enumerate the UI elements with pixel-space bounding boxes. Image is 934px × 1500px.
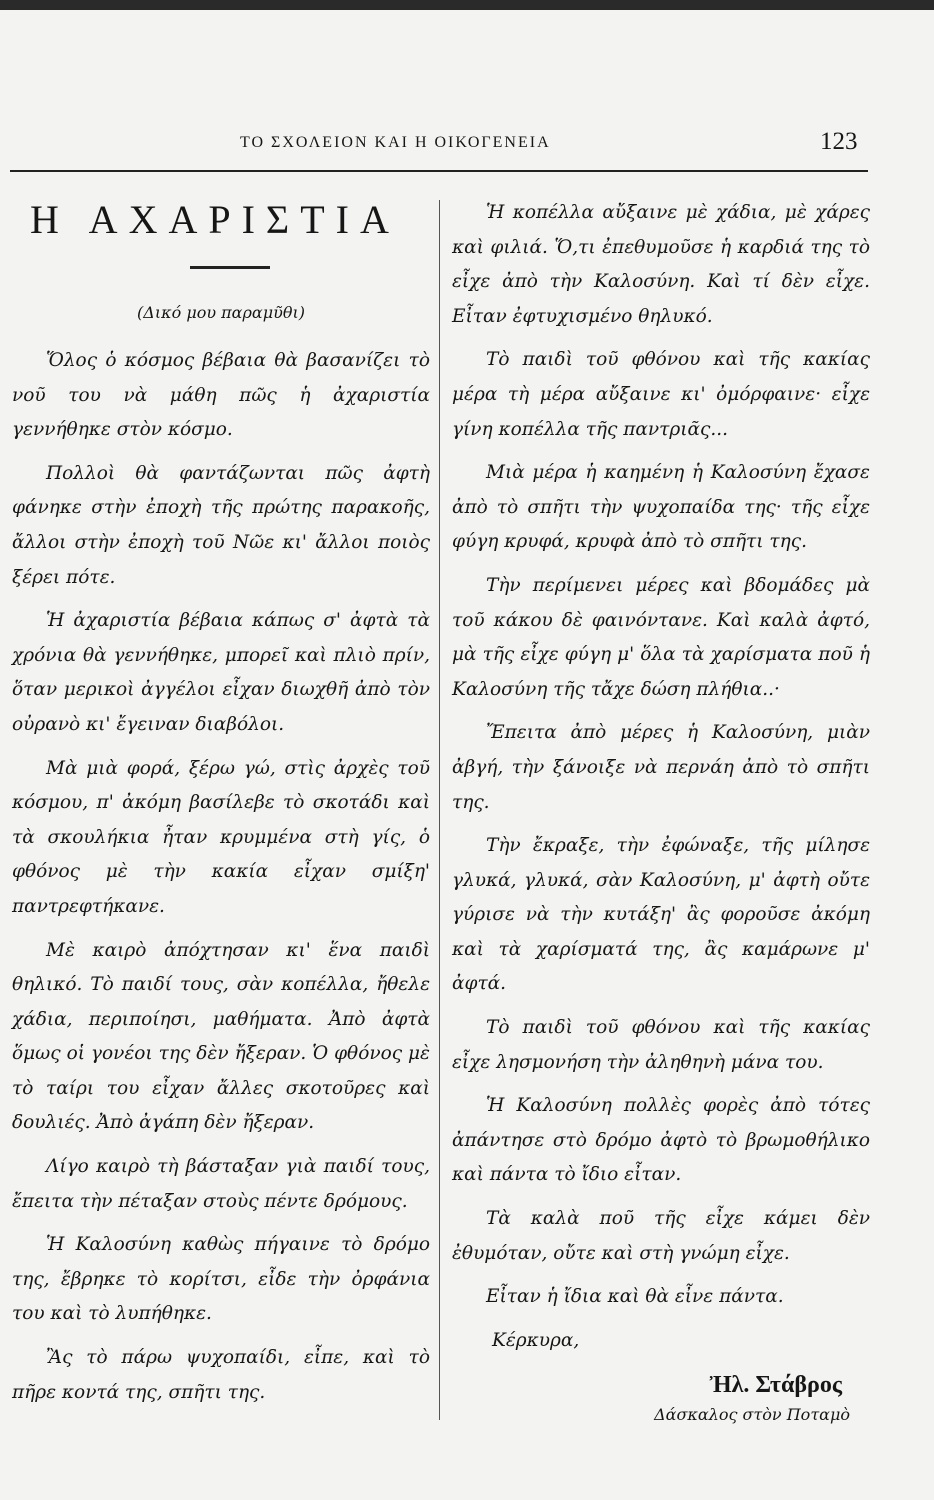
paragraph: Εἶταν ἡ ἴδια καὶ θὰ εἶνε πάντα. — [486, 1286, 784, 1308]
article-subtitle: (Δικό μου παραμῦθι) — [137, 303, 305, 322]
article-title: Η ΑΧΑΡΙΣΤΙΑ — [30, 197, 400, 242]
paragraph: Μὰ μιὰ φορά, ξέρω γώ, στὶς ἀρχὲς τοῦ κόσμου, π' ἀκόμη βασίλεβε τὸ σκοτάδι καὶ τὰ σκουλήκια ἦταν κρυμμένα στὴ γίς, ὁ φθόνος μὲ τὴν κακία εἶχαν σμίξη' παντρεφτήκανε. — [12, 757, 430, 917]
paragraph: Ἡ ἀχαριστία βέβαια κάπως σ' ἀφτὰ τὰ χρόνια θὰ γεννήθηκε, μπορεῖ καὶ πλιὸ πρίν, ὅταν μερικοὶ ἀγγέλοι εἶχαν διωχθῆ ἀπὸ τὸν οὐρανὸ κι' ἔγειναν διαβόλοι. — [12, 610, 430, 735]
paragraph: Ὅλος ὁ κόσμος βέβαια θὰ βασανίζει τὸ νοῦ του νὰ μάθη πῶς ἡ ἀχαριστία γεννήθηκε στὸν κόσμο. — [12, 350, 430, 441]
top-edge-band — [0, 0, 934, 10]
paragraph: Ἔπειτα ἀπὸ μέρες ἡ Καλοσύνη, μιὰν ἀβγή, τὴν ξάνοιξε νὰ περνάη ἀπὸ τὸ σπῆτι της. — [452, 722, 870, 813]
author-name: Ἠλ. Στάβρος — [709, 1372, 842, 1399]
paragraph: Ἂς τὸ πάρω ψυχοπαίδι, εἶπε, καὶ τὸ πῆρε κοντά της, σπῆτι της. — [12, 1347, 430, 1403]
paragraph: Ἡ Καλοσύνη καθὼς πήγαινε τὸ δρόμο της, ἔβρηκε τὸ κορίτσι, εἶδε τὴν ὀρφάνια του καὶ τὸ λυπήθηκε. — [12, 1234, 430, 1325]
paragraph: Τὴν περίμενει μέρες καὶ βδομάδες μὰ τοῦ κάκου δὲ φαινόντανε. Καὶ καλὰ ἀφτό, μὰ τῆς εἶχε φύγη μ' ὅλα τὰ χαρίσματα ποῦ ἡ Καλοσύνη τῆς τἄχε δώση πλήθια..· — [452, 574, 870, 700]
paragraph: Ἡ κοπέλλα αὔξαινε μὲ χάδια, μὲ χάρες καὶ φιλιά. Ὅ,τι ἐπεθυμοῦσε ἡ καρδιά της τὸ εἶχε ἀπὸ τὴν Καλοσύνη. Καὶ τί δὲν εἶχε. Εἶταν ἐφτυχισμένο θηλυκό. — [452, 202, 870, 327]
paragraph: Ἡ Καλοσύνη πολλὲς φορὲς ἀπὸ τότες ἀπάντησε στὸ δρόμο ἀφτὸ τὸ βρωμοθήλικο καὶ πάντα τὸ ἴδιο εἶταν. — [452, 1095, 870, 1186]
page-number: 123 — [820, 128, 858, 155]
title-rule — [190, 266, 270, 269]
right-column — [452, 196, 870, 1424]
header-rule — [10, 170, 868, 172]
author-role: Δάσκαλος στὸν Ποταμὸ — [654, 1405, 850, 1425]
paragraph: Τὰ καλὰ ποῦ τῆς εἶχε κάμει δὲν ἐθυμόταν, οὔτε καὶ στὴ γνώμη εἶχε. — [452, 1208, 870, 1264]
paragraph: Τὴν ἔκραξε, τὴν ἐφώναξε, τῆς μίλησε γλυκά, γλυκά, σὰν Καλοσύνη, μ' ἀφτὴ οὔτε γύρισε νὰ τὴν κυτάξη' ἂς φοροῦσε ἀκόμη καὶ τὰ χαρίσματά της, ἂς καμάρωνε μ' ἀφτά. — [452, 835, 870, 995]
left-column — [12, 196, 430, 1419]
running-title: ΤΟ ΣΧΟΛΕΙΟΝ ΚΑΙ Η ΟΙΚΟΓΕΝΕΙΑ — [240, 134, 551, 151]
paragraph: Μὲ καιρὸ ἀπόχτησαν κι' ἕνα παιδὶ θηλικό. Τὸ παιδί τους, σὰν κοπέλλα, ἤθελε χάδια, περιποίησι, μαθήματα. Ἀπὸ ἀφτὰ ὅμως οἱ γονέοι της δὲν ἤξεραν. Ὁ φθόνος μὲ τὸ ταίρι του εἶχαν ἄλλες σκοτοῦρες καὶ δουλιές. Ἀπὸ ἀγάπη δὲν ἤξεραν. — [12, 939, 430, 1134]
column-divider — [439, 200, 440, 1420]
paragraph: Μιὰ μέρα ἡ καημένη ἡ Καλοσύνη ἔχασε ἀπὸ τὸ σπῆτι τὴν ψυχοπαίδα της· τῆς εἶχε φύγη κρυφά, κρυφὰ ἀπὸ τὸ σπῆτι της. — [452, 462, 870, 553]
place-line: Κέρκυρα, — [492, 1329, 580, 1351]
page-header — [0, 128, 934, 158]
paragraph: Τὸ παιδὶ τοῦ φθόνου καὶ τῆς κακίας εἶχε λησμονήση τὴν ἀληθηνὴ μάνα του. — [452, 1017, 870, 1073]
paragraph: Λίγο καιρὸ τὴ βάσταξαν γιὰ παιδί τους, ἔπειτα τὴν πέταξαν στοὺς πέντε δρόμους. — [12, 1156, 430, 1212]
paragraph: Τὸ παιδὶ τοῦ φθόνου καὶ τῆς κακίας μέρα τὴ μέρα αὔξαινε κι' ὀμόρφαινε· εἶχε γίνη κοπέλλα τῆς παντριᾶς... — [452, 349, 870, 440]
paragraph: Πολλοὶ θὰ φαντάζωνται πῶς ἀφτὴ φάνηκε στὴν ἐποχὴ τῆς πρώτης παρακοῆς, ἄλλοι στὴν ἐποχὴ τοῦ Νῶε κι' ἄλλοι ποιὸς ξέρει πότε. — [12, 462, 430, 588]
